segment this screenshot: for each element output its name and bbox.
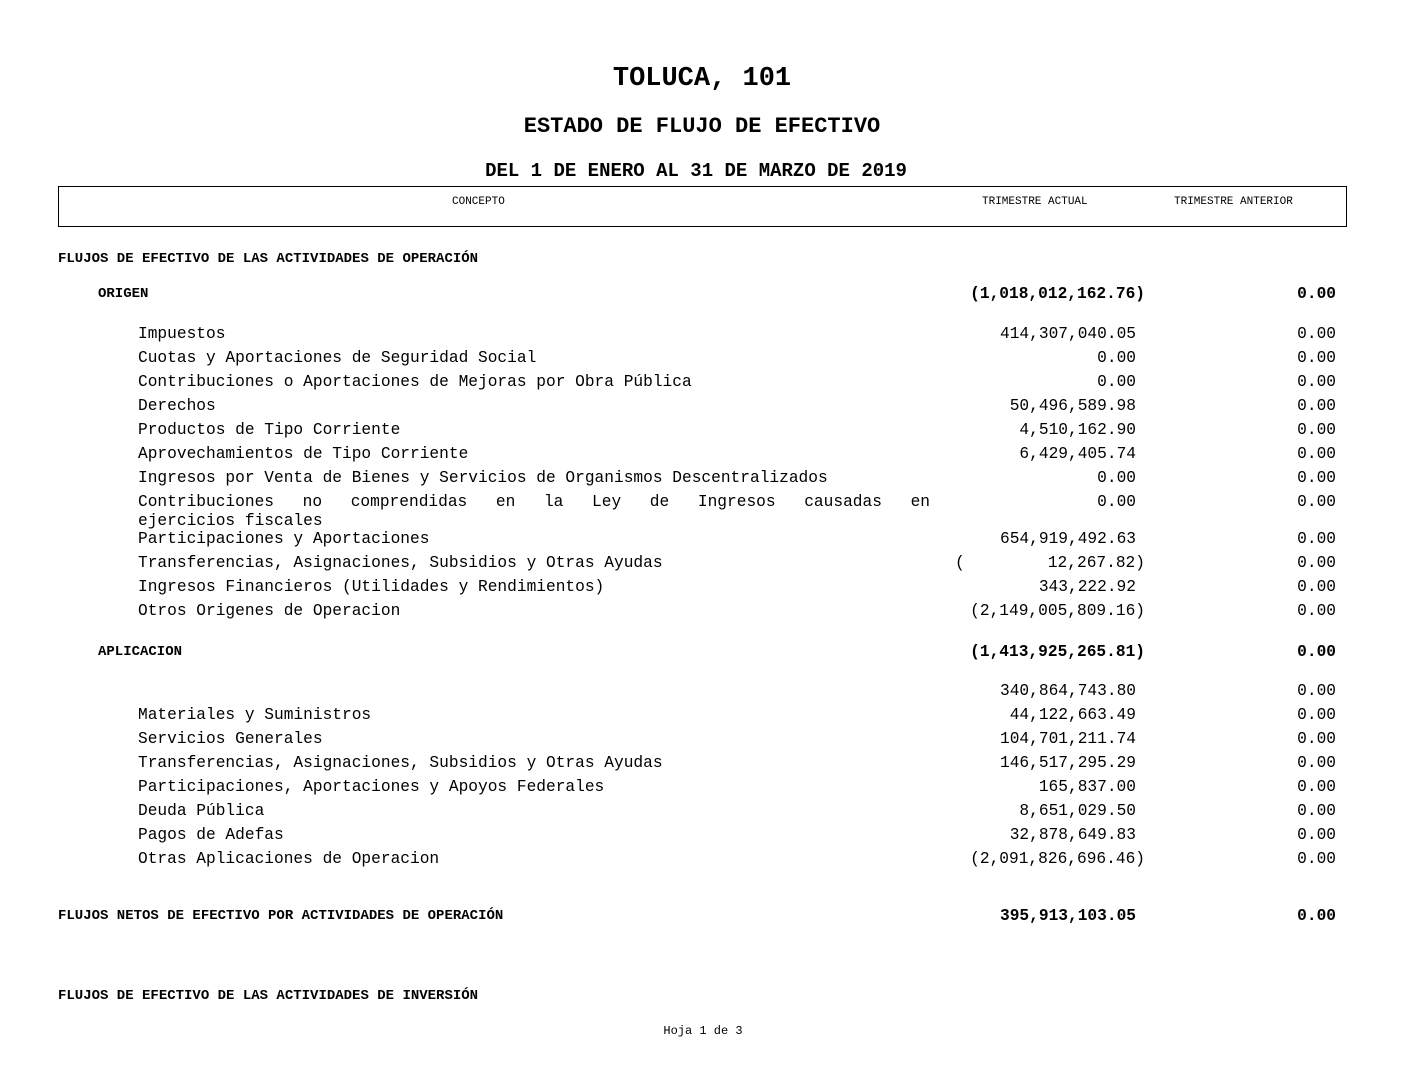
row-previous: 0.00 <box>1297 602 1336 620</box>
row-previous: 0.00 <box>1297 349 1336 367</box>
group-label-origen: ORIGEN <box>98 286 149 302</box>
column-header-concept: CONCEPTO <box>452 196 505 208</box>
row-label: Cuotas y Aportaciones de Seguridad Social <box>138 349 537 367</box>
row-previous: 0.00 <box>1297 826 1336 844</box>
row-previous: 0.00 <box>1297 778 1336 796</box>
report-period: DEL 1 DE ENERO AL 31 DE MARZO DE 2019 <box>485 160 907 182</box>
row-previous: 0.00 <box>1297 754 1336 772</box>
column-header-box <box>58 186 1347 227</box>
page-number: Hoja 1 de 3 <box>663 1024 743 1038</box>
row-previous: 0.00 <box>1297 802 1336 820</box>
row-label: Participaciones y Aportaciones <box>138 530 430 548</box>
row-previous: 0.00 <box>1297 682 1336 700</box>
row-current: 32,878,649.83 <box>1009 826 1136 844</box>
row-label: Servicios Generales <box>138 730 323 748</box>
row-current: 0.00 <box>1097 349 1136 367</box>
row-current: (2,149,005,809.16) <box>970 602 1145 620</box>
row-previous: 0.00 <box>1297 578 1336 596</box>
row-current: 8,651,029.50 <box>1019 802 1136 820</box>
row-current-open-paren: ( <box>955 554 965 572</box>
row-current: 146,517,295.29 <box>1000 754 1136 772</box>
row-previous: 0.00 <box>1297 397 1336 415</box>
section-title-investment: FLUJOS DE EFECTIVO DE LAS ACTIVIDADES DE INVERSIÓN <box>58 988 479 1004</box>
section-title-operation: FLUJOS DE EFECTIVO DE LAS ACTIVIDADES DE OPERACIÓN <box>58 251 479 267</box>
row-label: Ingresos Financieros (Utilidades y Rendimientos) <box>138 578 605 596</box>
group-total-aplicacion-previous: 0.00 <box>1297 643 1336 661</box>
row-label: Impuestos <box>138 325 226 343</box>
row-previous: 0.00 <box>1297 730 1336 748</box>
row-current: 343,222.92 <box>1038 578 1136 596</box>
row-label: Otros Origenes de Operacion <box>138 602 401 620</box>
row-label: Participaciones, Aportaciones y Apoyos Federales <box>138 778 605 796</box>
row-current: 12,267.82) <box>1047 554 1145 572</box>
row-previous: 0.00 <box>1297 530 1336 548</box>
column-header-previous: TRIMESTRE ANTERIOR <box>1174 196 1293 208</box>
row-label: Otras Aplicaciones de Operacion <box>138 850 440 868</box>
row-label: Contribuciones no comprendidas en la Ley de Ingresos causadas en <box>138 493 930 511</box>
group-label-aplicacion: APLICACION <box>98 644 183 660</box>
row-current: 104,701,211.74 <box>1000 730 1136 748</box>
row-label-continued: ejercicios fiscales <box>138 512 323 530</box>
row-label: Materiales y Suministros <box>138 706 372 724</box>
group-total-origen-previous: 0.00 <box>1297 285 1336 303</box>
row-previous: 0.00 <box>1297 421 1336 439</box>
report-title: ESTADO DE FLUJO DE EFECTIVO <box>523 114 881 139</box>
row-previous: 0.00 <box>1297 493 1336 511</box>
row-current: 0.00 <box>1097 373 1136 391</box>
entity-title: TOLUCA, 101 <box>612 64 792 94</box>
row-label: Transferencias, Asignaciones, Subsidios y Otras Ayudas <box>138 554 663 572</box>
row-previous: 0.00 <box>1297 373 1336 391</box>
row-current: 44,122,663.49 <box>1009 706 1136 724</box>
net-operation-label: FLUJOS NETOS DE EFECTIVO POR ACTIVIDADES DE OPERACIÓN <box>58 908 504 924</box>
net-operation-current: 395,913,103.05 <box>1000 907 1136 925</box>
row-previous: 0.00 <box>1297 554 1336 572</box>
row-label: Transferencias, Asignaciones, Subsidios y Otras Ayudas <box>138 754 663 772</box>
row-label: Deuda Pública <box>138 802 265 820</box>
row-current: 6,429,405.74 <box>1019 445 1136 463</box>
row-current: 340,864,743.80 <box>1000 682 1136 700</box>
row-label: Contribuciones o Aportaciones de Mejoras por Obra Pública <box>138 373 692 391</box>
row-current: 654,919,492.63 <box>1000 530 1136 548</box>
row-previous: 0.00 <box>1297 445 1336 463</box>
row-current: 4,510,162.90 <box>1019 421 1136 439</box>
row-current: 165,837.00 <box>1038 778 1136 796</box>
row-label: Ingresos por Venta de Bienes y Servicios de Organismos Descentralizados <box>138 469 828 487</box>
net-operation-previous: 0.00 <box>1297 907 1336 925</box>
row-current: 414,307,040.05 <box>1000 325 1136 343</box>
row-label: Productos de Tipo Corriente <box>138 421 401 439</box>
group-total-origen-current: (1,018,012,162.76) <box>970 285 1145 303</box>
row-label: Derechos <box>138 397 216 415</box>
row-previous: 0.00 <box>1297 850 1336 868</box>
row-label: Aprovechamientos de Tipo Corriente <box>138 445 469 463</box>
row-label: Pagos de Adefas <box>138 826 284 844</box>
row-previous: 0.00 <box>1297 469 1336 487</box>
row-previous: 0.00 <box>1297 706 1336 724</box>
row-current: 0.00 <box>1097 469 1136 487</box>
group-total-aplicacion-current: (1,413,925,265.81) <box>970 643 1145 661</box>
row-current: (2,091,826,696.46) <box>970 850 1145 868</box>
row-current: 50,496,589.98 <box>1009 397 1136 415</box>
row-previous: 0.00 <box>1297 325 1336 343</box>
row-current: 0.00 <box>1097 493 1136 511</box>
column-header-current: TRIMESTRE ACTUAL <box>982 196 1088 208</box>
